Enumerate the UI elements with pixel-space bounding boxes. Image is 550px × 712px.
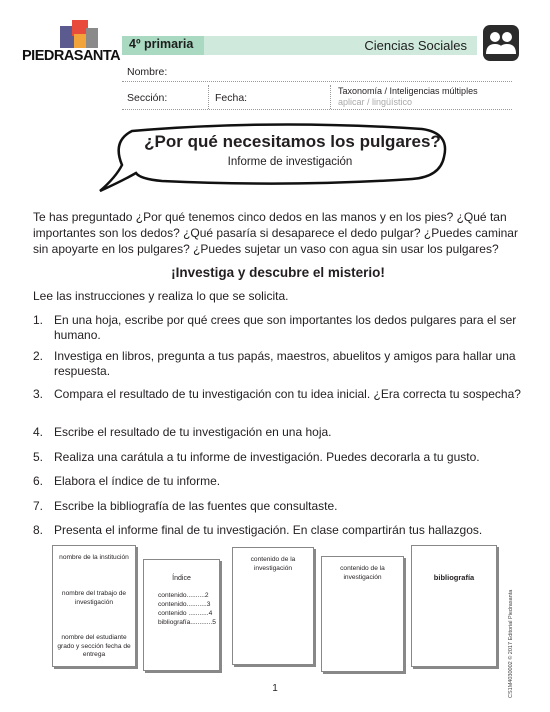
index-row: bibliografía............5 <box>158 619 216 626</box>
step-number: 5. <box>33 450 44 464</box>
bibliography-card <box>411 545 497 667</box>
content-card-1 <box>232 547 314 665</box>
divider <box>208 85 210 109</box>
logo-blocks-icon <box>60 20 100 50</box>
copyright-vertical <box>508 548 522 698</box>
step-text: Compara el resultado de tu investigación con tu idea inicial. ¿Era correcta tu sospecha? <box>54 387 521 401</box>
index-row: contenido...........3 <box>158 601 211 608</box>
page-title: ¿Por qué necesitamos los pulgares? <box>144 132 441 151</box>
section-line[interactable] <box>122 109 512 110</box>
step-number: 8. <box>33 523 44 537</box>
grade-label: 4º primaria <box>129 37 194 51</box>
step-number: 6. <box>33 474 44 488</box>
index-card <box>143 559 220 671</box>
date-label: Fecha: <box>215 92 248 104</box>
name-line[interactable] <box>122 81 512 82</box>
step-number: 3. <box>33 387 44 401</box>
step-text: Escribe el resultado de tu investigación en una hoja. <box>54 425 332 439</box>
grade-subject-bar <box>122 36 477 55</box>
index-row: contenido..........2 <box>158 592 209 599</box>
step-number: 2. <box>33 349 44 363</box>
cover-card <box>52 545 136 667</box>
cover-student: nombre del estudiante grado y sección fecha de entrega <box>57 634 131 658</box>
intro-paragraph: Te has preguntado ¿Por qué tenemos cinco dedos en las manos y en los pies? ¿Qué tan importantes son los dedos? ¿Qué pasaría si desaparece el dedo pulgar? ¿Puedes caminar sin apoyarte en los pulgares? ¿Puedes sujetar un vaso con agua sin usar los pulgares? <box>33 210 518 256</box>
publisher-logo <box>22 20 122 68</box>
section-heading: ¡Investiga y descubre el misterio! <box>171 265 385 280</box>
bibliography-label: bibliografía <box>433 573 475 582</box>
index-title: Índice <box>172 575 191 582</box>
step-number: 1. <box>33 313 44 327</box>
section-label: Sección: <box>127 92 168 104</box>
content-label: contenido de la investigación <box>340 565 385 581</box>
step-text: Elabora el índice de tu informe. <box>54 474 221 488</box>
step-number: 4. <box>33 425 44 439</box>
step-text: Presenta el informe final de tu investigación. En clase compartirán tus hallazgos. <box>54 523 483 537</box>
subject-label: Ciencias Sociales <box>364 38 467 53</box>
group-icon <box>483 25 519 61</box>
taxonomy-label: Taxonomía / Inteligencias múltiples <box>338 86 478 96</box>
taxonomy-value: aplicar / lingüístico <box>338 97 413 107</box>
step-text: Escribe la bibliografía de las fuentes que consultaste. <box>54 499 338 513</box>
step-number: 7. <box>33 499 44 513</box>
cover-work: nombre del trabajo de investigación <box>61 590 127 606</box>
logo-text: PIEDRASANTA <box>22 48 121 64</box>
name-label: Nombre: <box>127 66 168 78</box>
copyright-text: CS1M4030002 © 2017 Editorial Piedrasanta <box>508 589 514 698</box>
content-label: contenido de la investigación <box>250 556 296 572</box>
page-subtitle: Informe de investigación <box>227 156 353 168</box>
page-number: 1 <box>272 683 278 694</box>
index-row: contenido ...........4 <box>158 610 213 617</box>
content-card-2 <box>321 556 404 672</box>
step-text: Investiga en libros, pregunta a tus papás, maestros, abuelitos y amigos para hallar una respuesta. <box>54 349 516 378</box>
step-text: En una hoja, escribe por qué crees que son importantes los dedos pulgares para el ser humano. <box>54 313 517 342</box>
divider <box>330 85 332 109</box>
step-text: Realiza una carátula a tu informe de investigación. Puedes decorarla a tu gusto. <box>54 450 480 464</box>
cover-institution: nombre de la institución <box>59 554 129 561</box>
instructions-lead: Lee las instrucciones y realiza lo que se solicita. <box>33 289 289 303</box>
